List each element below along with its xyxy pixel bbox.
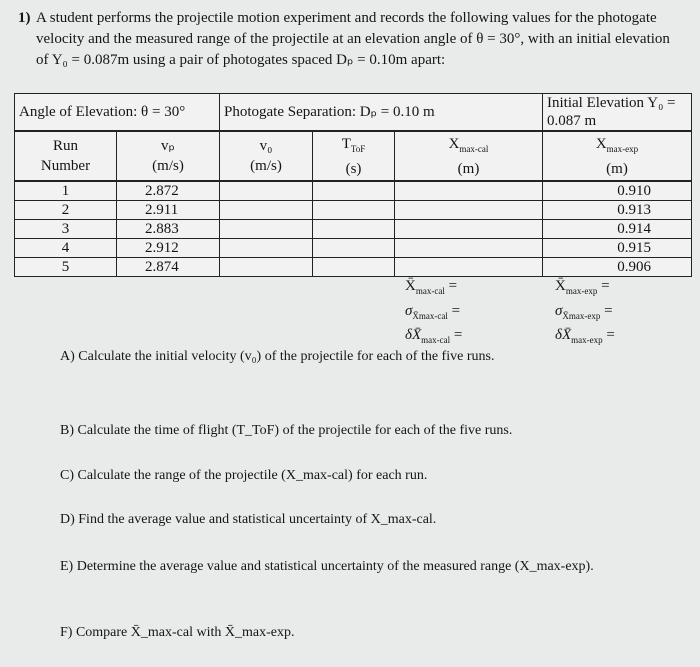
header-vp: vₚ (m/s) xyxy=(117,131,220,181)
table-cell: 5 xyxy=(15,258,117,277)
table-cell xyxy=(395,239,543,258)
problem-statement xyxy=(18,8,686,71)
table-cell: 0.914 xyxy=(543,220,692,239)
table-row xyxy=(15,201,692,220)
table-row xyxy=(15,220,692,239)
table-cell xyxy=(395,258,543,277)
table-cell: 0.913 xyxy=(543,201,692,220)
delta-cal: $\delta X̄_{max-cal}$ = xyxy=(405,327,463,345)
header-xcal: $X_{max-cal}$ (m) xyxy=(395,131,543,181)
table-row xyxy=(15,181,692,201)
table-cell xyxy=(220,239,313,258)
delta-exp: $\delta X̄_{max-exp}$ = xyxy=(555,327,615,345)
question-f: F) Compare X̄_max-cal with X̄_max-exp. xyxy=(60,625,295,640)
table-cell xyxy=(220,220,313,239)
table-cell xyxy=(220,258,313,277)
table-cell: 2.874 xyxy=(117,258,220,277)
table-cell: 3 xyxy=(15,220,117,239)
table-cell: 1 xyxy=(15,181,117,201)
header-tof: $T_{ToF}$ (s) xyxy=(313,131,395,181)
table-cell: 2.872 xyxy=(117,181,220,201)
sigma-cal: $\sigma_{X̄max-cal}$ = xyxy=(405,303,461,321)
table-cell xyxy=(220,181,313,201)
problem-number: 1) xyxy=(18,10,31,26)
table-row xyxy=(15,239,692,258)
table-cell xyxy=(220,201,313,220)
table-cell: 2.883 xyxy=(117,220,220,239)
table-cell: 0.910 xyxy=(543,181,692,201)
question-d: D) Find the average value and statistical uncertainty of X_max-cal. xyxy=(60,512,437,527)
mean-exp: $X̄_{max-exp}$ = xyxy=(555,278,610,296)
question-b: B) Calculate the time of flight (T_ToF) of the projectile for each of the five runs. xyxy=(60,423,513,438)
table-parameters-row xyxy=(15,94,692,132)
table-cell xyxy=(313,258,395,277)
table-cell: 2.912 xyxy=(117,239,220,258)
table-cell: 2.911 xyxy=(117,201,220,220)
question-c: C) Calculate the range of the projectile (X_max-cal) for each run. xyxy=(60,468,428,483)
table-cell xyxy=(395,181,543,201)
question-a: A) Calculate the initial velocity (v₀) of the projectile for each of the five runs. xyxy=(60,349,495,364)
problem-text: A student performs the projectile motion experiment and records the following values for the photogate velocity and the measured range of the projectile at an elevation angle of θ = 30°, with an initial elevation of Y₀ = 0.087m using a pair of photogates spaced Dₚ = 0.10m apart: xyxy=(36,10,670,68)
elevation-cell: Initial Elevation Y₀ = 0.087 m xyxy=(543,94,692,132)
table-header-row xyxy=(15,131,692,181)
table-row xyxy=(15,258,692,277)
table-cell xyxy=(313,239,395,258)
sigma-exp: $\sigma_{X̄max-exp}$ = xyxy=(555,303,613,321)
angle-cell: Angle of Elevation: θ = 30° xyxy=(15,94,220,132)
table-cell xyxy=(313,181,395,201)
mean-cal: $X̄_{max-cal}$ = xyxy=(405,278,458,296)
table-cell: 2 xyxy=(15,201,117,220)
header-xexp: $X_{max-exp}$ (m) xyxy=(543,131,692,181)
header-vo: v₀ (m/s) xyxy=(220,131,313,181)
table-cell xyxy=(313,220,395,239)
data-table xyxy=(14,93,692,277)
table-cell xyxy=(395,220,543,239)
table-cell: 0.915 xyxy=(543,239,692,258)
table-cell xyxy=(313,201,395,220)
header-run: Run Number xyxy=(15,131,117,181)
table-cell: 4 xyxy=(15,239,117,258)
table-cell xyxy=(395,201,543,220)
separation-cell: Photogate Separation: Dₚ = 0.10 m xyxy=(220,94,543,132)
question-e: E) Determine the average value and statistical uncertainty of the measured range (X_max-exp). xyxy=(60,559,594,574)
table-cell: 0.906 xyxy=(543,258,692,277)
